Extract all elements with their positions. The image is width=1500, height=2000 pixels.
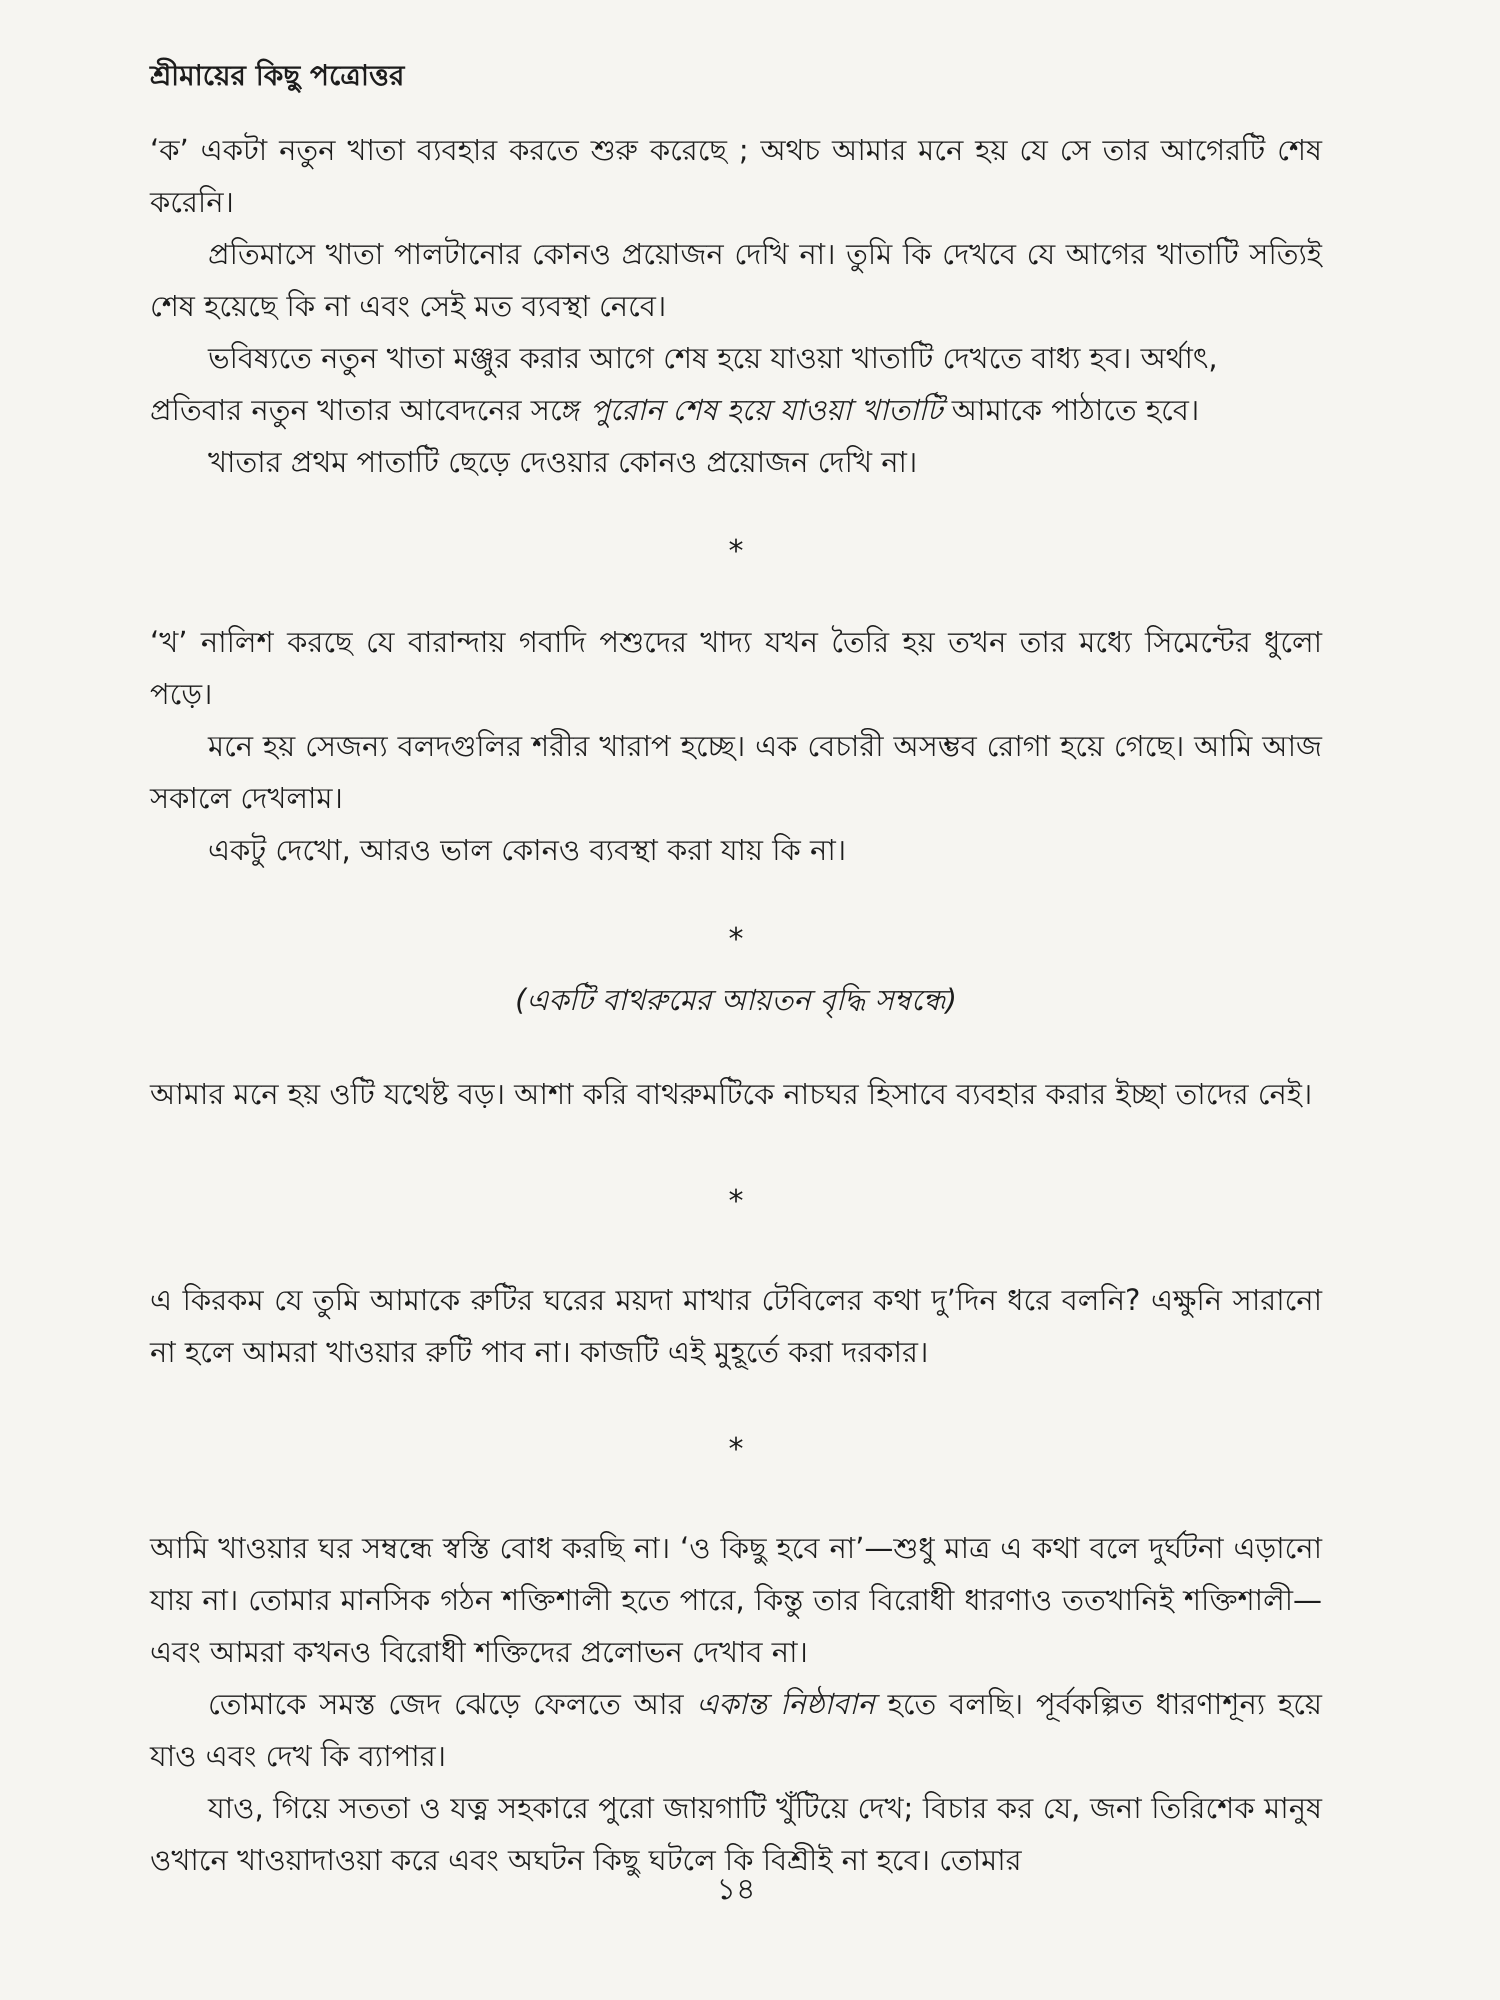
paragraph: খাতার প্রথম পাতাটি ছেড়ে দেওয়ার কোনও প্রয়োজন দেখি না। xyxy=(208,445,918,479)
page-number: ১৪ xyxy=(716,1872,756,1907)
section-separator: * xyxy=(728,534,744,569)
paragraph: এ কিরকম যে তুমি আমাকে রুটির ঘরের ময়দা মাখার টেবিলের কথা দু’দিন ধরে বলনি? এক্ষুনি সারানো না হলে আমরা খাওয়ার রুটি পাব না। কাজটি এই মুহূর্তে করা দরকার। xyxy=(150,1283,1322,1369)
paragraph xyxy=(150,1678,1322,1782)
paragraph-text: প্রতিবার নতুন খাতার আবেদনের সঙ্গে xyxy=(150,393,581,427)
book-page xyxy=(150,56,1322,1956)
section-separator: * xyxy=(728,1184,744,1219)
paragraph: আমার মনে হয় ওটি যথেষ্ট বড়। আশা করি বাথরুমটিকে নাচঘর হিসাবে ব্যবহার করার ইচ্ছা তাদের নেই। xyxy=(150,1077,1313,1111)
section-separator: * xyxy=(728,922,744,957)
emphasis-text: একান্ত নিষ্ঠাবান xyxy=(696,1687,875,1721)
paragraph: ‘ক’ একটা নতুন খাতা ব্যবহার করতে শুরু করেছে ; অথচ আমার মনে হয় যে সে তার আগেরটি শেষ করেনি। xyxy=(150,133,1322,219)
paragraph xyxy=(150,384,1322,436)
paragraph: একটু দেখো, আরও ভাল কোনও ব্যবস্থা করা যায় কি না। xyxy=(208,833,847,867)
emphasis-text: পুরোন শেষ হয়ে যাওয়া খাতাটি xyxy=(590,393,943,427)
paragraph: আমি খাওয়ার ঘর সম্বন্ধে স্বস্তি বোধ করছি না। ‘ও কিছু হবে না’—শুধু মাত্র এ কথা বলে দুর্ঘটনা এড়ানো যায় না। তোমার মানসিক গঠন শক্তিশালী হতে পারে, কিন্তু তার বিরোধী ধারণাও ততখানিই শক্তিশালী— এবং আমরা কখনও বিরোধী শক্তিদের প্রলোভন দেখাব না। xyxy=(150,1531,1322,1669)
paragraph-text: তোমাকে সমস্ত জেদ ঝেড়ে ফেলতে আর xyxy=(208,1687,684,1721)
paragraph: প্রতিমাসে খাতা পালটানোর কোনও প্রয়োজন দেখি না। তুমি কি দেখবে যে আগের খাতাটি সত্যিই শেষ হয়েছে কি না এবং সেই মত ব্যবস্থা নেবে। xyxy=(150,237,1322,323)
section-separator: * xyxy=(728,1432,744,1467)
paragraph: যাও, গিয়ে সততা ও যত্ন সহকারে পুরো জায়গাটি খুঁটিয়ে দেখ; বিচার কর যে, জনা তিরিশেক মানুষ ওখানে খাওয়াদাওয়া করে এবং অঘটন কিছু ঘটলে কি বিশ্রীই না হবে। তোমার xyxy=(150,1791,1322,1877)
paragraph: ‘খ’ নালিশ করছে যে বারান্দায় গবাদি পশুদের খাদ্য যখন তৈরি হয় তখন তার মধ্যে সিমেন্টের ধুলো পড়ে। xyxy=(150,625,1322,711)
paragraph: মনে হয় সেজন্য বলদগুলির শরীর খারাপ হচ্ছে। এক বেচারী অসম্ভব রোগা হয়ে গেছে। আমি আজ সকালে দেখলাম। xyxy=(150,729,1322,815)
paragraph-text: হতে বলছি। পূর্বকল্পিত ধারণাশূন্য হয়ে যাও এবং দেখ কি ব্যাপার। xyxy=(150,1687,1323,1773)
paragraph: ভবিষ্যতে নতুন খাতা মঞ্জুর করার আগে শেষ হয়ে যাওয়া খাতাটি দেখতে বাধ্য হব। অর্থাৎ, xyxy=(208,341,1218,375)
paragraph-text: আমাকে পাঠাতে হবে। xyxy=(951,393,1200,427)
running-title: শ্রীমায়ের কিছু পত্রোত্তর xyxy=(150,59,405,92)
section-subheading: (একটি বাথরুমের আয়তন বৃদ্ধি সম্বন্ধে) xyxy=(515,983,957,1017)
